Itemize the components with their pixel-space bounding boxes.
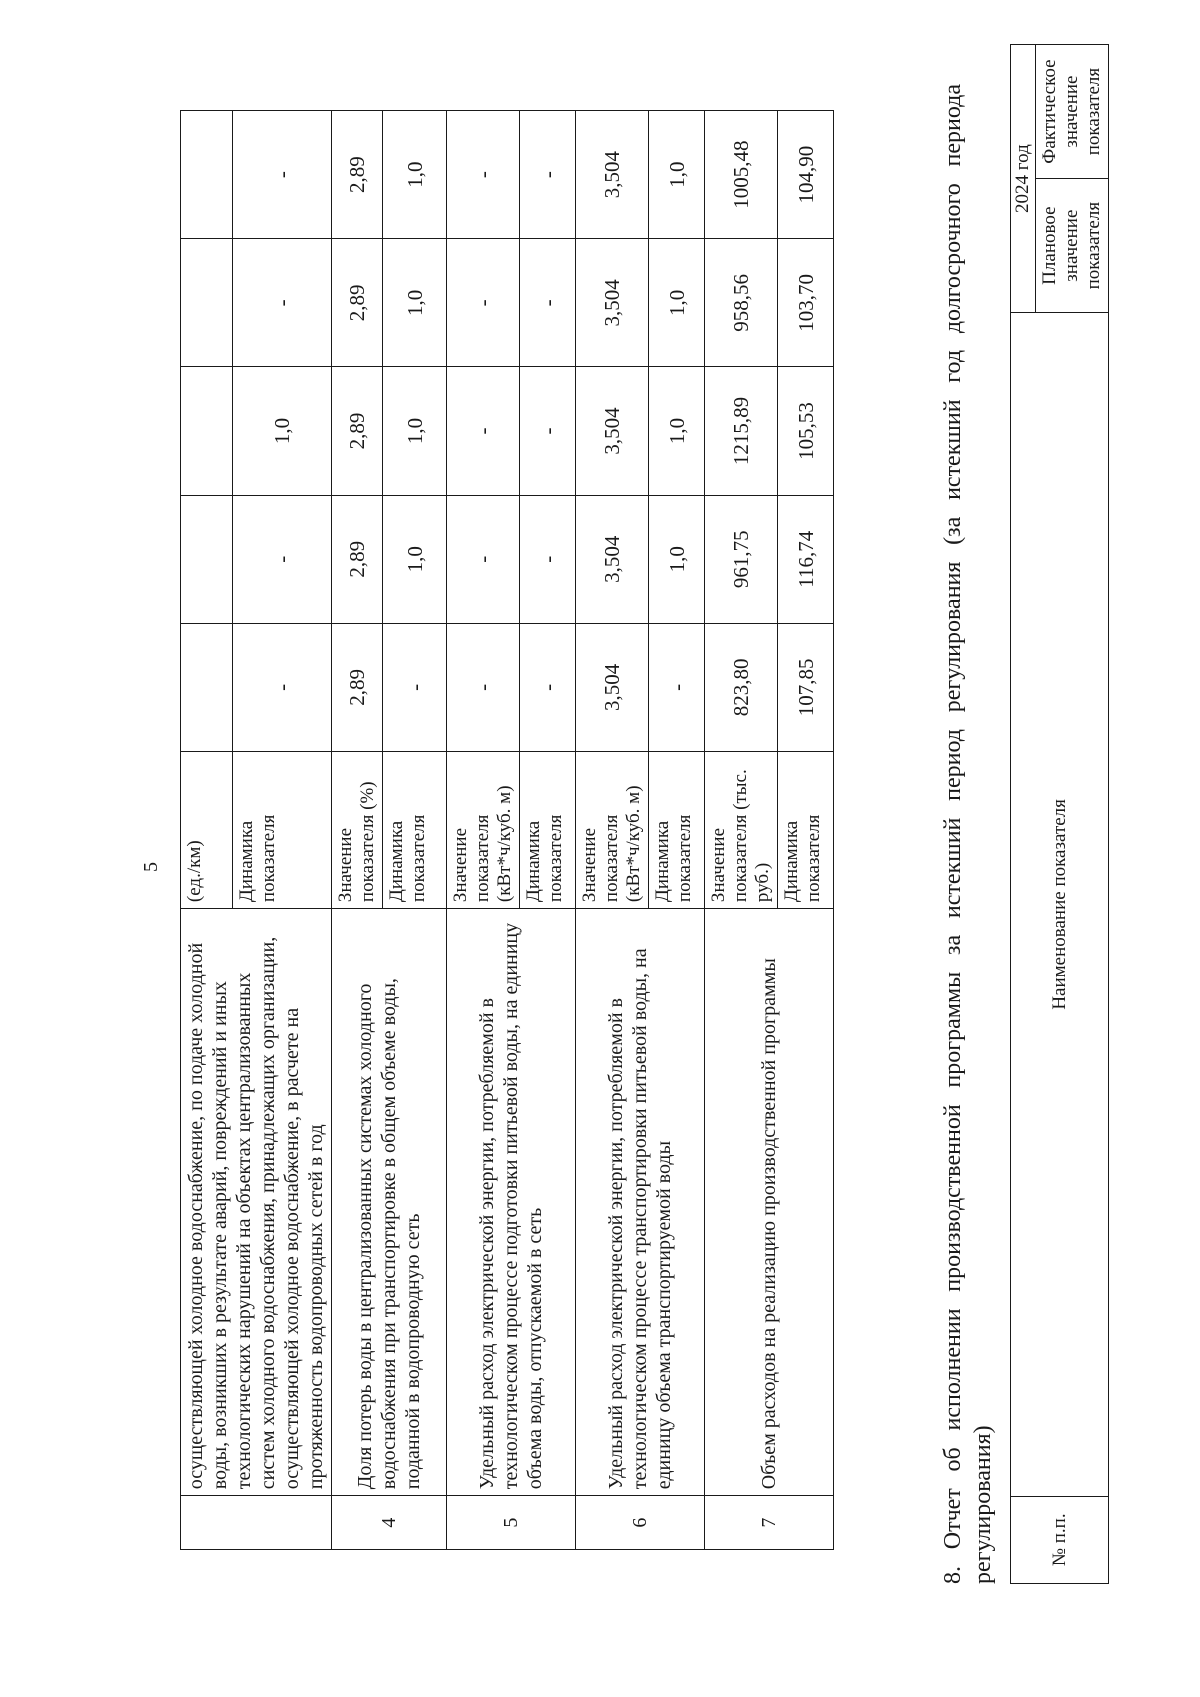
value-cell: 2,89: [332, 239, 383, 367]
indicator-name: Доля потерь воды в централизованных системах холодного водоснабжения при транспортировке в общем объеме воды, поданной в водопроводную сеть: [332, 909, 447, 1496]
indicator-sub-label: Динамика показателя: [233, 751, 332, 908]
table-row: [181, 111, 233, 1550]
value-cell: 2,89: [332, 111, 383, 239]
value-cell: 1,0: [233, 367, 332, 495]
value-cell: -: [447, 111, 520, 239]
rotated-page: [20, 30, 1170, 1660]
value-cell: 103,70: [778, 239, 834, 367]
value-cell: -: [447, 623, 520, 751]
value-cell: 3,504: [576, 623, 649, 751]
value-cell: 1,0: [383, 111, 447, 239]
indicator-sub-label: Значение показателя (кВт*ч/куб. м): [447, 751, 520, 908]
value-cell: 1,0: [649, 367, 705, 495]
value-cell: -: [447, 495, 520, 623]
value-cell: 1,0: [383, 367, 447, 495]
value-cell: -: [520, 623, 576, 751]
indicator-sub-label: Динамика показателя: [383, 751, 447, 908]
value-cell: 1,0: [649, 239, 705, 367]
report-table: [1010, 44, 1109, 1584]
indicator-name: осуществляющей холодное водоснабжение, по подаче холодной воды, возникших в результате аварий, повреждений и иных технологических нарушений на объектах централизованных систем холодного водоснабжения, принадлежащих организации, осуществляющей холодное водоснабжение, в расчете на протяженность водопроводных сетей в год: [181, 909, 332, 1496]
value-cell: -: [233, 111, 332, 239]
indicator-name: Удельный расход электрической энергии, потребляемой в технологическом процессе подготовки питьевой воды, на единицу объема воды, отпускаемой в сеть: [447, 909, 576, 1496]
value-cell: -: [520, 239, 576, 367]
value-cell: 2,89: [332, 495, 383, 623]
report-col-fact: Фактическое значение показателя: [1036, 45, 1109, 179]
report-col-plan: Плановое значение показателя: [1036, 179, 1109, 313]
value-cell: 105,53: [778, 367, 834, 495]
row-number: 5: [447, 1496, 576, 1550]
value-cell: [181, 111, 233, 239]
value-cell: [181, 239, 233, 367]
value-cell: 1,0: [649, 111, 705, 239]
indicator-sub-label: Динамика показателя: [520, 751, 576, 908]
row-number: [181, 1496, 332, 1550]
value-cell: 1,0: [383, 239, 447, 367]
row-number: 4: [332, 1496, 447, 1550]
indicators-table: [180, 110, 834, 1550]
value-cell: -: [520, 495, 576, 623]
table-row: [576, 111, 649, 1550]
value-cell: 3,504: [576, 239, 649, 367]
indicator-sub-label: Динамика показателя: [778, 751, 834, 908]
indicator-sub-label: (ед./км): [181, 751, 233, 908]
value-cell: 107,85: [778, 623, 834, 751]
value-cell: -: [447, 367, 520, 495]
row-number: 7: [705, 1496, 834, 1550]
value-cell: 1005,48: [705, 111, 778, 239]
value-cell: 1,0: [383, 495, 447, 623]
table-row: [332, 111, 383, 1550]
value-cell: 3,504: [576, 111, 649, 239]
value-cell: -: [447, 239, 520, 367]
value-cell: 104,90: [778, 111, 834, 239]
value-cell: 1215,89: [705, 367, 778, 495]
report-col-num: № п.п.: [1011, 1496, 1109, 1583]
value-cell: 116,74: [778, 495, 834, 623]
value-cell: -: [383, 623, 447, 751]
value-cell: [181, 495, 233, 623]
indicator-sub-label: Значение показателя (тыс. руб.): [705, 751, 778, 908]
value-cell: -: [233, 495, 332, 623]
row-number: 6: [576, 1496, 705, 1550]
value-cell: -: [233, 623, 332, 751]
value-cell: -: [520, 111, 576, 239]
value-cell: -: [520, 367, 576, 495]
value-cell: 2,89: [332, 367, 383, 495]
report-year: 2024 год: [1011, 45, 1036, 313]
indicator-sub-label: Значение показателя (кВт*ч/куб. м): [576, 751, 649, 908]
page-number: 5: [140, 862, 162, 872]
section-8-heading: 8. Отчет об исполнении производственной программы за истекший период регулирования (за истекший год долгосрочного периода регулирования): [940, 84, 996, 1584]
indicator-sub-label: Значение показателя (%): [332, 751, 383, 908]
value-cell: 2,89: [332, 623, 383, 751]
report-col-name: Наименование показателя: [1011, 313, 1109, 1496]
indicator-name: Удельный расход электрической энергии, потребляемой в технологическом процессе транспортировки питьевой воды, на единицу объема транспортируемой воды: [576, 909, 705, 1496]
table-row: [705, 111, 778, 1550]
value-cell: 3,504: [576, 367, 649, 495]
value-cell: 1,0: [649, 495, 705, 623]
indicator-name: Объем расходов на реализацию производственной программы: [705, 909, 834, 1496]
value-cell: 823,80: [705, 623, 778, 751]
indicator-sub-label: Динамика показателя: [649, 751, 705, 908]
value-cell: -: [649, 623, 705, 751]
table-row: [447, 111, 520, 1550]
value-cell: 958,56: [705, 239, 778, 367]
value-cell: -: [233, 239, 332, 367]
value-cell: 961,75: [705, 495, 778, 623]
value-cell: [181, 367, 233, 495]
value-cell: 3,504: [576, 495, 649, 623]
value-cell: [181, 623, 233, 751]
